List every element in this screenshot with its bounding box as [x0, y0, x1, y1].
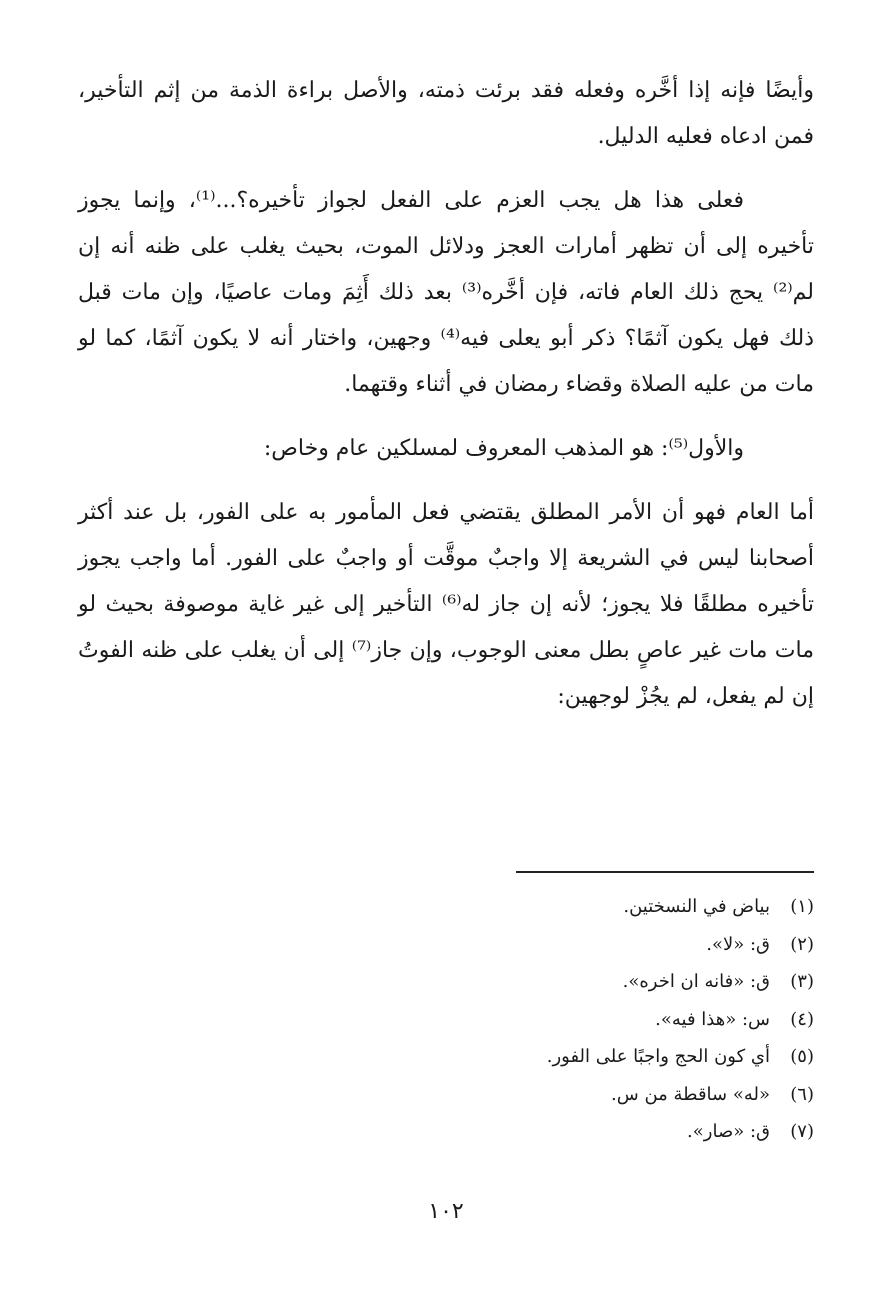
paragraph-2: فعلى هذا هل يجب العزم على الفعل لجواز تأخيره؟...⁽¹⁾، وإنما يجوز تأخيره إلى أن تظهر أمارات العجز ودلائل الموت، بحيث يغلب على ظنه أنه إن لم⁽²⁾ يحج ذلك العام فاته، فإن أخَّره⁽³⁾ بعد ذلك أَثِمَ ومات عاصيًا، وإن مات قبل ذلك فهل يكون آثمًا؟ ذكر أبو يعلى فيه⁽⁴⁾ وجهين، واختار أنه لا يكون آثمًا، كما لو مات من عليه الصلاة وقضاء رمضان في أثناء وقتهما. [78, 188, 815, 397]
footnote-text: «له» ساقطة من س. [611, 1083, 770, 1105]
footnote-text: ق: «لا». [706, 933, 770, 955]
footnote-marker: (١) [790, 896, 814, 917]
main-text [78, 68, 814, 738]
footnote-marker: (٥) [790, 1046, 814, 1067]
footnote-text: أي كون الحج واجبًا على الفور. [546, 1046, 770, 1067]
footnote-2 [78, 926, 814, 964]
paragraph-4: أما العام فهو أن الأمر المطلق يقتضي فعل المأمور به على الفور، بل عند أكثر أصحابنا ليس في الشريعة إلا واجبٌ موقَّت أو واجبٌ على الفور. أما واجب يجوز تأخيره مطلقًا فلا يجوز؛ لأنه إن جاز له⁽⁶⁾ التأخير إلى غير غاية موصوفة بحيث لو مات مات غير عاصٍ بطل معنى الوجوب، وإن جاز⁽⁷⁾ إلى أن يغلب على ظنه الفوتُ إن لم يفعل، لم يجُزْ لوجهين: [78, 500, 814, 709]
footnote-text: ق: «فانه ان اخره». [622, 971, 770, 992]
paragraph-1: وأيضًا فإنه إذا أخَّره وفعله فقد برئت ذمته، والأصل براءة الذمة من إثم التأخير، فمن ادعاه فعليه الدليل. [78, 78, 814, 149]
footnotes-list [78, 888, 814, 1151]
footnote-text: س: «هذا فيه». [655, 1008, 770, 1030]
footnote-1 [78, 888, 814, 926]
footnote-text: ق: «صار». [687, 1121, 770, 1142]
footnote-6 [78, 1076, 814, 1114]
footnote-marker: (٤) [790, 1008, 814, 1030]
footnote-text: بياض في النسختين. [623, 896, 770, 917]
footnote-marker: (٣) [790, 971, 814, 992]
footnote-3 [78, 963, 814, 1001]
footnote-4 [78, 1001, 814, 1039]
footnote-7 [78, 1113, 814, 1151]
paragraph-3: والأول⁽⁵⁾: هو المذهب المعروف لمسلكين عام وخاص: [263, 436, 744, 461]
footnote-marker: (٧) [790, 1121, 814, 1142]
footnote-divider [516, 871, 814, 873]
footnote-5 [78, 1038, 814, 1076]
footnote-marker: (٦) [790, 1083, 814, 1105]
page-number: ١٠٢ [428, 1199, 464, 1224]
footnote-marker: (٢) [790, 933, 814, 955]
